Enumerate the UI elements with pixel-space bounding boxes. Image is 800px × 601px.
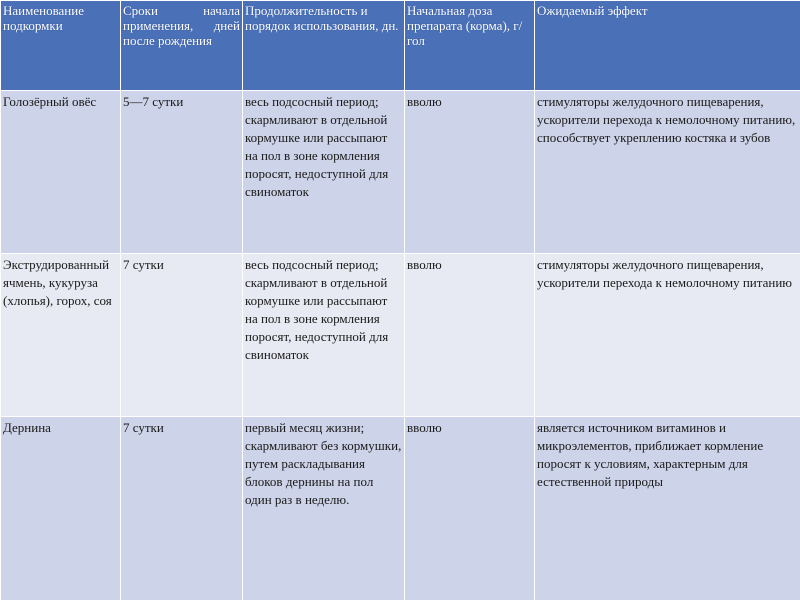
cell-effect: стимуляторы желудочного пищеварения, ускорители перехода к немолочному питанию (535, 254, 800, 417)
header-name: Наименование подкормки (1, 1, 121, 91)
header-effect: Ожидаемый эффект (535, 1, 800, 91)
cell-dose: вволю (405, 91, 535, 254)
header-start: Сроки начала применения, дней после рождения (121, 1, 243, 91)
cell-effect: стимуляторы желудочного пищеварения, ускорители перехода к немолочному питанию, способствует укреплению костяка и зубов (535, 91, 800, 254)
cell-duration: первый месяц жизни; скармливают без кормушки, путем раскладывания блоков дернины на пол один раз в неделю. (243, 417, 405, 601)
table-row (1, 417, 800, 601)
cell-duration: весь подсосный период; скармливают в отдельной кормушке или рассыпают на пол в зоне кормления поросят, недоступной для свиноматок (243, 91, 405, 254)
table-row (1, 91, 800, 254)
cell-name: Экструдированный ячмень, кукуруза (хлопья), горох, соя (1, 254, 121, 417)
cell-dose: вволю (405, 254, 535, 417)
cell-start: 7 сутки (121, 417, 243, 601)
table-header-row (1, 1, 800, 91)
cell-dose: вволю (405, 417, 535, 601)
cell-start: 7 сутки (121, 254, 243, 417)
cell-name: Голозёрный овёс (1, 91, 121, 254)
header-duration: Продолжительность и порядок использования, дн. (243, 1, 405, 91)
cell-effect: является источником витаминов и микроэлементов, приближает кормление поросят к условиям, характерным для естественной природы (535, 417, 800, 601)
cell-duration: весь подсосный период; скармливают в отдельной кормушке или рассыпают на пол в зоне кормления поросят, недоступной для свиноматок (243, 254, 405, 417)
cell-name: Дернина (1, 417, 121, 601)
cell-start: 5—7 сутки (121, 91, 243, 254)
table-row (1, 254, 800, 417)
header-dose: Начальная доза препарата (корма), г/гол (405, 1, 535, 91)
